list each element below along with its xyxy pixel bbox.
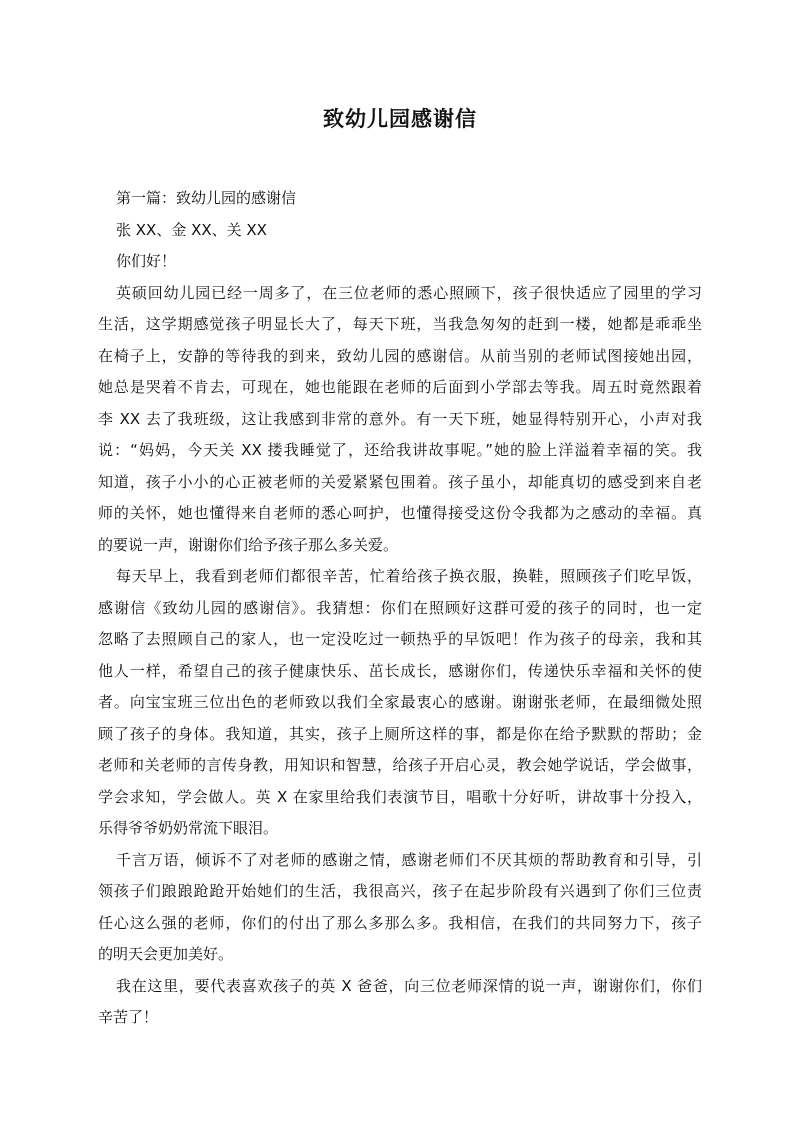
text-line: 生活，这学期感觉孩子明显长大了，每天下班，当我急匆匆的赶到一楼，她都是乖乖坐: [98, 315, 702, 333]
text-line: 学会求知，学会做人。英 X 在家里给我们表演节目，唱歌十分好听，讲故事十分投入，: [98, 787, 702, 806]
text-line: 师的关怀，她也懂得来自老师的悉心呵护，也懂得接受这份令我都为之感动的幸福。真: [98, 504, 702, 522]
text-line: 李 XX 去了我班级，这让我感到非常的意外。有一天下班，她显得特别开心，小声对我: [98, 409, 702, 428]
text-line: 千言万语，倾诉不了对老师的感谢之情，感谢老师们不厌其烦的帮助教育和引导，引: [116, 850, 702, 869]
text-line: 她总是哭着不肯去，可现在，她也能跟在老师的后面到小学部去等我。周五时竟然跟着: [98, 378, 702, 396]
text-line: 在椅子上，安静的等待我的到来，致幼儿园的感谢信。从前当别的老师试图接她出园，: [98, 346, 702, 365]
text-line: 者。向宝宝班三位出色的老师致以我们全家最衷心的感谢。谢谢张老师，在最细微处照: [98, 693, 702, 711]
text-line: 顾了孩子的身体。我知道，其实，孩子上厕所这样的事，都是你在给予默默的帮助；金: [98, 724, 702, 743]
text-line: 的要说一声，谢谢你们给予孩子那么多关爱。: [98, 535, 399, 554]
text-line: 老师和关老师的言传身教，用知识和智慧，给孩子开启心灵，教会她学说话，学会做事，: [98, 756, 702, 774]
text-line: 张 XX、金 XX、关 XX: [116, 220, 267, 239]
text-line: 他人一样，希望自己的孩子健康快乐、茁长成长，感谢你们，传递快乐幸福和关怀的使: [98, 661, 702, 680]
text-line: 乐得爷爷奶奶常流下眼泪。: [98, 819, 279, 837]
document-title: 致幼儿园感谢信: [323, 107, 477, 131]
text-line: 领孩子们踉踉跄跄开始她们的生活，我很高兴，孩子在起步阶段有兴遇到了你们三位责: [98, 882, 702, 900]
text-line: 我在这里，要代表喜欢孩子的英 X 爸爸，向三位老师深情的说一声，谢谢你们，你们: [116, 976, 702, 995]
text-line: 感谢信《致幼儿园的感谢信》。我猜想：你们在照顾好这群可爱的孩子的同时，也一定: [98, 598, 702, 617]
text-line: 任心这么强的老师，你们的付出了那么多那么多。我相信，在我们的共同努力下，孩子: [98, 913, 702, 932]
text-line: 你们好！: [116, 252, 177, 270]
text-line: 英硕回幼儿园已经一周多了，在三位老师的悉心照顾下，孩子很快适应了园里的学习: [116, 283, 702, 302]
text-line: 辛苦了！: [98, 1008, 159, 1026]
document-body: [98, 183, 702, 1034]
text-line: 第一篇：致幼儿园的感谢信: [116, 189, 297, 207]
text-line: 每天早上，我看到老师们都很辛苦，忙着给孩子换衣服，换鞋，照顾孩子们吃早饭，: [116, 567, 702, 585]
text-line: 知道，孩子小小的心正被老师的关爱紧紧包围着。孩子虽小，却能真切的感受到来自老: [98, 472, 702, 491]
text-line: 说：“妈妈，今天关 XX 搂我睡觉了，还给我讲故事呢。”她的脸上洋溢着幸福的笑。我: [98, 441, 702, 459]
text-line: 的明天会更加美好。: [98, 945, 234, 963]
text-line: 忽略了去照顾自己的家人，也一定没吃过一顿热乎的早饭吧！作为孩子的母亲，我和其: [98, 630, 702, 648]
